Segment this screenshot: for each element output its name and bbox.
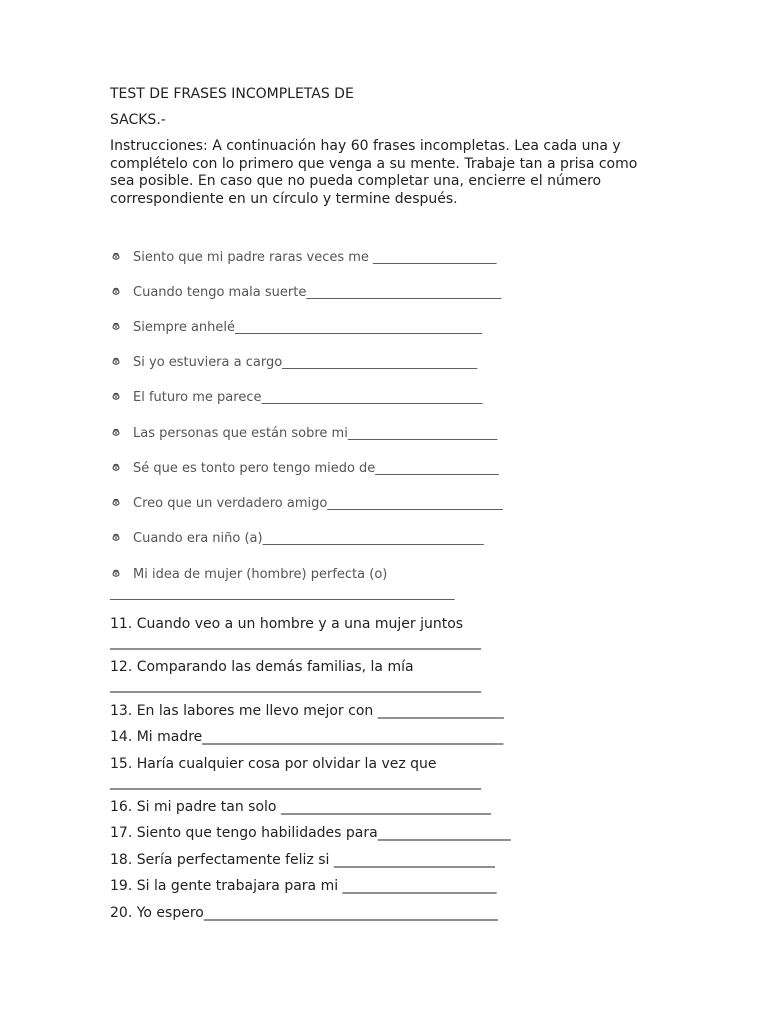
decorative-bullet-icon bbox=[110, 390, 122, 402]
numbered-item-15-answer-line: _____________________________________________________ bbox=[110, 774, 481, 790]
decorative-bullet-icon bbox=[110, 461, 122, 473]
bullet-item-text: Si yo estuviera a cargo______________________________ bbox=[133, 355, 478, 370]
numbered-item-14: 14. Mi madre___________________________________________ bbox=[110, 729, 504, 745]
document-title-line1: TEST DE FRASES INCOMPLETAS DE bbox=[110, 86, 354, 102]
bullet-item-text: El futuro me parece__________________________________ bbox=[133, 390, 483, 405]
decorative-bullet-icon bbox=[110, 426, 122, 438]
numbered-item-19: 19. Si la gente trabajara para mi ______________________ bbox=[110, 878, 497, 894]
bullet-item-text: Las personas que están sobre mi_______________________ bbox=[133, 426, 498, 441]
numbered-item-16: 16. Si mi padre tan solo ______________________________ bbox=[110, 799, 491, 815]
bullet-item-text: Siempre anhelé______________________________________ bbox=[133, 320, 483, 335]
decorative-bullet-icon bbox=[110, 355, 122, 367]
decorative-bullet-icon bbox=[110, 285, 122, 297]
bullet-item-text: Cuando era niño (a)__________________________________ bbox=[133, 531, 484, 546]
numbered-item-11-answer-line: _____________________________________________________ bbox=[110, 634, 481, 650]
numbered-item-11: 11. Cuando veo a un hombre y a una mujer juntos bbox=[110, 616, 464, 632]
bullet-item-text: Siento que mi padre raras veces me ___________________ bbox=[133, 250, 497, 265]
decorative-bullet-icon bbox=[110, 567, 122, 579]
bullet-item-text: Mi idea de mujer (hombre) perfecta (o) bbox=[133, 567, 388, 582]
bullet-item-answer-line: _____________________________________________________ bbox=[110, 586, 455, 601]
document-title-line2: SACKS.- bbox=[110, 112, 166, 128]
decorative-bullet-icon bbox=[110, 320, 122, 332]
bullet-item-text: Sé que es tonto pero tengo miedo de___________________ bbox=[133, 461, 499, 476]
numbered-item-12-answer-line: _____________________________________________________ bbox=[110, 677, 481, 693]
bullet-item-text: Creo que un verdadero amigo___________________________ bbox=[133, 496, 503, 511]
numbered-item-18: 18. Sería perfectamente feliz si _______________________ bbox=[110, 852, 495, 868]
numbered-item-15: 15. Haría cualquier cosa por olvidar la vez que bbox=[110, 756, 437, 772]
instructions-paragraph: Instrucciones: A continuación hay 60 frases incompletas. Lea cada una y complételo con lo primero que venga a su mente. Trabaje tan a prisa como sea posible. En caso que no pueda completar una, encierre el número correspondiente en un círculo y termine después. bbox=[110, 138, 638, 207]
decorative-bullet-icon bbox=[110, 496, 122, 508]
decorative-bullet-icon bbox=[110, 250, 122, 262]
numbered-item-17: 17. Siento que tengo habilidades para___________________ bbox=[110, 825, 511, 841]
bullet-item-text: Cuando tengo mala suerte______________________________ bbox=[133, 285, 502, 300]
decorative-bullet-icon bbox=[110, 531, 122, 543]
numbered-item-20: 20. Yo espero__________________________________________ bbox=[110, 905, 498, 921]
numbered-item-13: 13. En las labores me llevo mejor con __________________ bbox=[110, 703, 504, 719]
numbered-item-12: 12. Comparando las demás familias, la mía bbox=[110, 659, 414, 675]
